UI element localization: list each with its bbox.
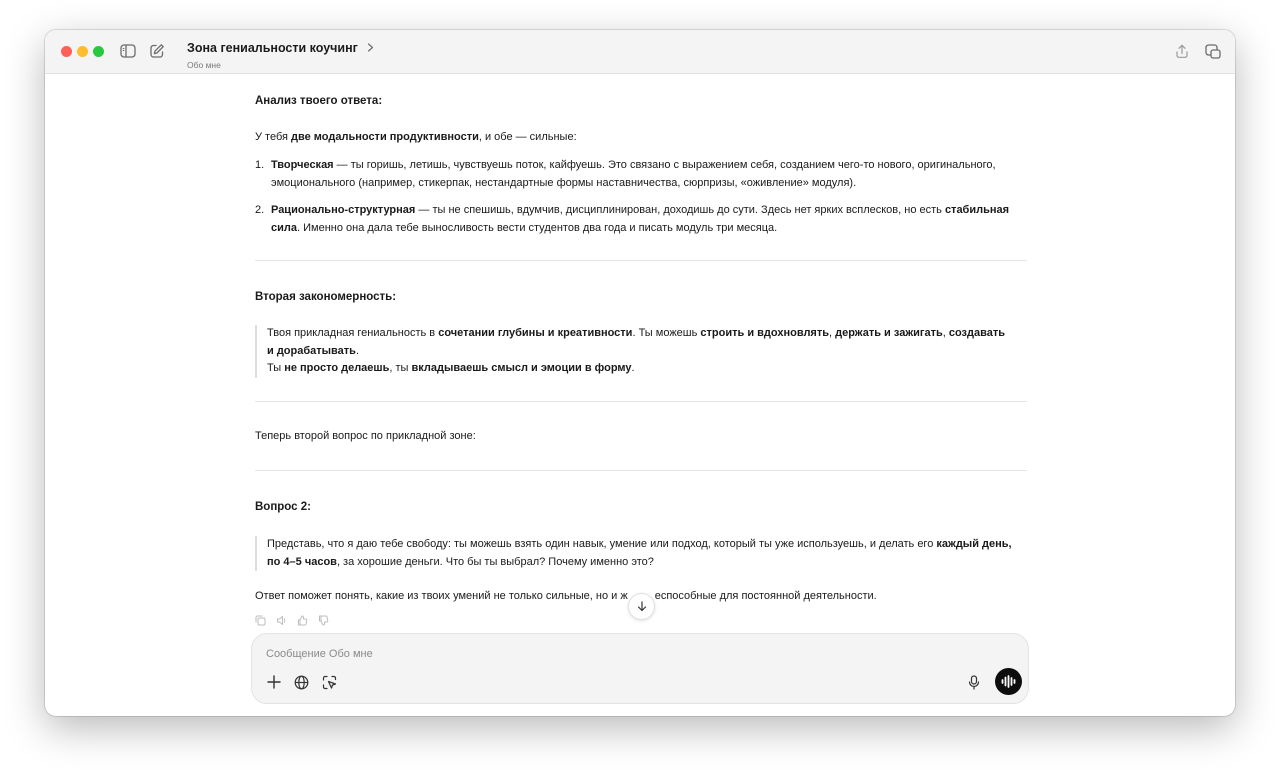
minimize-window-button[interactable] — [77, 46, 88, 57]
quote-text: Ты — [267, 362, 285, 374]
project-subtitle: Обо мне — [187, 60, 221, 71]
section-heading-question: Вопрос 2: — [255, 501, 311, 513]
divider — [255, 260, 1027, 261]
share-icon[interactable] — [1173, 42, 1191, 60]
quote-text: Представь, что я даю тебе свободу: ты можешь взять один навык, умение или подход, который ты уже используешь, и делать его — [267, 538, 937, 550]
list-item-text — [271, 202, 1011, 237]
blockquote — [255, 325, 1027, 378]
closing-text: Ответ поможет понять, какие из твоих умений не только сильные, но и ж — [255, 590, 628, 602]
list-number: 2. — [255, 204, 265, 216]
quote-text: Твоя прикладная гениальность в — [267, 327, 439, 339]
microphone-icon[interactable] — [964, 672, 984, 692]
message-input[interactable] — [264, 643, 948, 665]
quote-text: , — [829, 327, 836, 339]
conversation-title: Зона гениальности коучинг — [187, 41, 358, 56]
speaker-icon[interactable] — [276, 615, 289, 628]
plus-icon[interactable] — [264, 672, 284, 692]
message-composer — [251, 633, 1029, 704]
list-item-bold: стабильная — [944, 204, 1010, 216]
list-item-bold: Творческая — [271, 159, 334, 171]
globe-icon[interactable] — [291, 672, 311, 692]
voice-mode-button[interactable] — [995, 668, 1022, 695]
new-chat-icon[interactable] — [148, 42, 166, 60]
thumbs-up-icon[interactable] — [297, 615, 310, 628]
quote-text: , за хорошие деньги. Что бы ты выбрал? Почему именно это? — [336, 555, 654, 568]
quote-bold: не просто делаешь — [284, 362, 390, 374]
quote-bold: строить и вдохновлять — [700, 327, 829, 339]
list-item-bold: Рационально-структурная — [271, 204, 416, 216]
message-actions — [255, 615, 331, 628]
sidebar-toggle-icon[interactable] — [119, 42, 137, 60]
closing-text: еспособные для постоянной деятельности. — [654, 590, 877, 602]
close-window-button[interactable] — [61, 46, 72, 57]
app-window — [45, 30, 1235, 716]
chevron-right-icon — [367, 39, 374, 57]
list-item-text — [271, 157, 1011, 192]
quote-bold: держать и зажигать — [835, 327, 943, 339]
quote-bold: по 4–5 часов — [267, 555, 337, 568]
thumbs-down-icon[interactable] — [318, 615, 331, 628]
intro-bold: две модальности продуктивности — [291, 131, 479, 143]
blockquote — [255, 536, 1027, 571]
copy-icon[interactable] — [255, 615, 268, 628]
cursor-select-icon[interactable] — [319, 672, 339, 692]
list-item-line: эмоционального (например, стикерпак, нестандартные формы наставничества, сюрпризы, «оживление» модуля). — [271, 176, 857, 189]
section-heading-pattern: Вторая закономерность: — [255, 291, 397, 303]
new-window-icon[interactable] — [1204, 42, 1222, 60]
intro-paragraph — [255, 129, 1027, 147]
quote-bold: каждый день, — [936, 538, 1012, 550]
divider — [255, 470, 1027, 471]
section-heading-analysis: Анализ твоего ответа: — [255, 95, 383, 107]
quote-bold: создавать — [948, 327, 1006, 339]
list-item-line: — ты не спешишь, вдумчив, дисциплинирован, доходишь до сути. Здесь нет ярких всплесков, но есть — [415, 204, 945, 216]
intro-text-end: , и обе — сильные: — [478, 131, 577, 143]
quote-text: . Ты можешь — [632, 327, 701, 339]
quote-text: , — [942, 327, 949, 339]
voice-mode-icon — [1001, 675, 1016, 688]
transition-paragraph: Теперь второй вопрос по прикладной зоне: — [255, 430, 476, 442]
quote-bold: вкладываешь смысл и эмоции в форму — [411, 362, 632, 374]
quote-bold: сочетании глубины и креативности — [438, 327, 633, 339]
scroll-to-bottom-button[interactable] — [628, 593, 655, 620]
divider — [255, 401, 1027, 402]
quote-text: . — [631, 362, 635, 374]
arrow-down-icon — [637, 601, 647, 612]
list-item-bold: сила — [271, 221, 297, 234]
quote-bold: и дорабатывать — [267, 344, 356, 357]
quote-text: , ты — [389, 362, 412, 374]
zoom-window-button[interactable] — [93, 46, 104, 57]
list-item-line: — ты горишь, летишь, чувствуешь поток, кайфуешь. Это связано с выражением себя, созданием чего-то нового, оригинального, — [333, 159, 996, 171]
quote-text: . — [355, 344, 359, 357]
conversation-title-button[interactable] — [187, 39, 374, 70]
list-number: 1. — [255, 159, 265, 171]
intro-text: У тебя — [255, 131, 292, 143]
list-item-line: . Именно она дала тебе выносливость вести студентов два года и писать модуль три месяца. — [297, 221, 778, 234]
title-bar — [45, 30, 1235, 74]
